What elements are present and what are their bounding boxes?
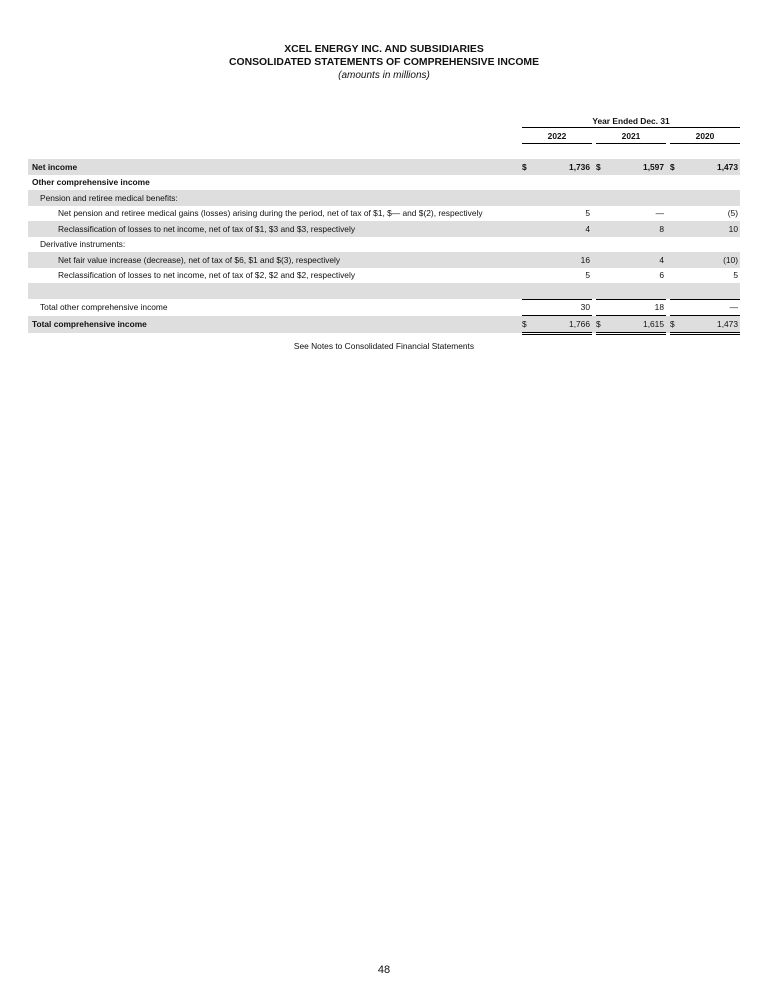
value-2020: 10 xyxy=(682,221,740,237)
value-2020: (10) xyxy=(682,252,740,268)
period-rule xyxy=(522,127,740,128)
year-2022-rule xyxy=(522,143,592,144)
table-row xyxy=(28,252,740,268)
row-label: Net fair value increase (decrease), net of tax of $6, $1 and $(3), respectively xyxy=(28,252,522,268)
row-label: Net income xyxy=(28,159,522,175)
year-2020-rule xyxy=(670,143,740,144)
table-row xyxy=(28,221,740,237)
currency-symbol: $ xyxy=(596,316,608,334)
currency-symbol: $ xyxy=(522,316,534,334)
table-row xyxy=(28,206,740,222)
row-label: Reclassification of losses to net income, net of tax of $1, $3 and $3, respectively xyxy=(28,221,522,237)
value-2021: 8 xyxy=(608,221,666,237)
table-row xyxy=(28,175,740,191)
value-2020: 1,473 xyxy=(682,159,740,175)
table-row xyxy=(28,268,740,284)
table-row xyxy=(28,237,740,253)
row-label: Derivative instruments: xyxy=(40,239,126,250)
period-header: Year Ended Dec. 31 xyxy=(592,116,670,126)
value-2020: (5) xyxy=(727,208,738,219)
value-2020: — xyxy=(682,299,740,316)
year-2022-header: 2022 xyxy=(547,131,567,141)
currency-symbol: $ xyxy=(670,316,682,334)
value-2021: 18 xyxy=(608,299,666,316)
row-label: Other comprehensive income xyxy=(32,177,150,188)
row-label: Total other comprehensive income xyxy=(40,302,168,313)
units-note: (amounts in millions) xyxy=(338,70,430,81)
value-2021: — xyxy=(655,208,664,219)
table-row xyxy=(28,299,740,316)
comprehensive-income-table xyxy=(28,159,740,335)
notes-reference: See Notes to Consolidated Financial Statements xyxy=(293,341,475,351)
year-2021-header: 2021 xyxy=(621,131,641,141)
table-row xyxy=(28,159,740,175)
row-label: Net pension and retiree medical gains (losses) arising during the period, net of tax of $1, $— and $(2), respectively xyxy=(58,208,483,219)
value-2021: 4 xyxy=(608,252,666,268)
currency-symbol: $ xyxy=(522,159,534,175)
value-2022: 1,766 xyxy=(534,316,592,334)
year-2021-rule xyxy=(596,143,666,144)
value-2022: 4 xyxy=(534,221,592,237)
value-2022: 5 xyxy=(585,270,590,281)
value-2020: 1,473 xyxy=(682,316,740,334)
value-2021: 6 xyxy=(659,270,664,281)
company-name: XCEL ENERGY INC. AND SUBSIDIARIES xyxy=(284,44,484,55)
value-2021: 1,597 xyxy=(608,159,666,175)
row-label: Total comprehensive income xyxy=(28,316,522,334)
statement-header xyxy=(0,43,768,82)
year-2020-header: 2020 xyxy=(695,131,715,141)
table-row xyxy=(28,316,740,334)
table-row xyxy=(28,190,740,206)
currency-symbol: $ xyxy=(670,159,682,175)
value-2022: 1,736 xyxy=(534,159,592,175)
table-row-spacer xyxy=(28,283,740,299)
row-label: Reclassification of losses to net income, net of tax of $2, $2 and $2, respectively xyxy=(58,270,356,281)
value-2022: 5 xyxy=(585,208,590,219)
value-2020: 5 xyxy=(733,270,738,281)
page-number: 48 xyxy=(377,964,391,976)
row-label: Pension and retiree medical benefits: xyxy=(28,190,522,206)
value-2022: 16 xyxy=(534,252,592,268)
value-2021: 1,615 xyxy=(608,316,666,334)
value-2022: 30 xyxy=(534,299,592,316)
currency-symbol: $ xyxy=(596,159,608,175)
statement-title: CONSOLIDATED STATEMENTS OF COMPREHENSIVE INCOME xyxy=(229,57,539,68)
